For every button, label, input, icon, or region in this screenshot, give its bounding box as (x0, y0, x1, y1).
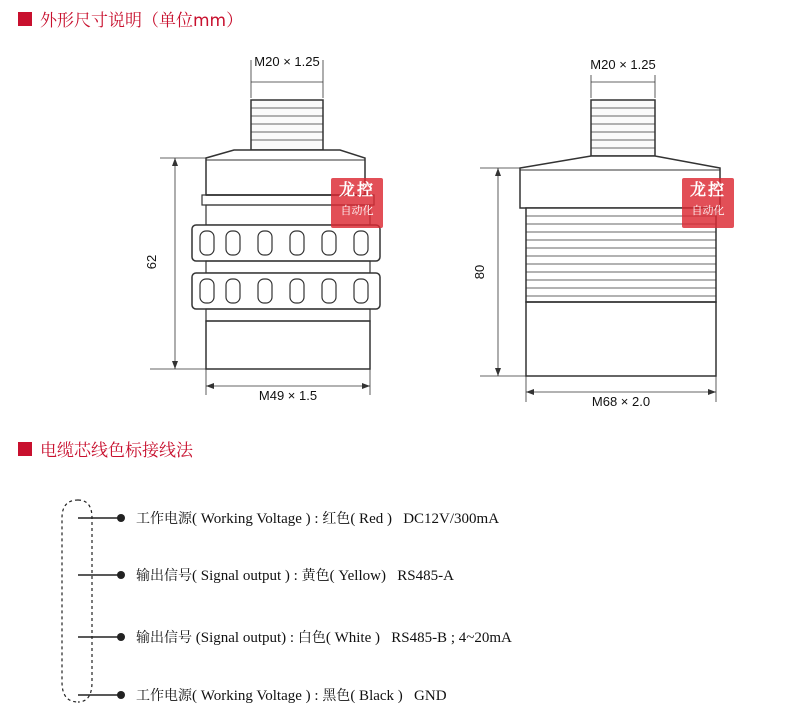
right-height-label: 80 (472, 264, 487, 280)
wire-terminal-dot (117, 514, 125, 522)
wire-color-en: ( Black ) (350, 688, 403, 704)
wire-function: 工作电源 (136, 688, 192, 704)
wire-signal: RS485-A (397, 568, 454, 584)
right-sensor-drawing (480, 75, 720, 402)
wire-color-en: ( Yellow) (329, 568, 386, 584)
brand-watermark: 龙控 自动化 (682, 178, 734, 228)
wire-function-en: (Signal output) : (192, 630, 298, 646)
wire-color: 黑色 (322, 688, 351, 704)
left-height-label: 62 (144, 254, 159, 270)
right-top-thread-label: M20 × 1.25 (590, 57, 656, 72)
wire-color: 红色 (322, 511, 351, 527)
wire-function: 输出信号 (136, 568, 192, 584)
wire-signal: RS485-B ; 4~20mA (391, 630, 512, 646)
section-marker-icon (18, 442, 32, 456)
wire-color: 黄色 (301, 568, 330, 584)
brand-watermark: 龙控 自动化 (331, 178, 383, 228)
wire-color: 白色 (297, 630, 326, 646)
wire-color-en: ( Red ) (350, 511, 392, 527)
wire-terminal-dot (117, 633, 125, 641)
wiring-section-header (18, 436, 193, 461)
left-bottom-thread-label: M49 × 1.5 (258, 388, 318, 403)
left-top-thread-label: M20 × 1.25 (254, 54, 320, 69)
wire-function-en: ( Working Voltage ) : (192, 688, 323, 704)
wire-terminal-dot (117, 691, 125, 699)
wire-function-en: ( Working Voltage ) : (192, 511, 323, 527)
wire-terminal-dot (117, 571, 125, 579)
wire-function: 输出信号 (136, 630, 192, 646)
wire-function: 工作电源 (136, 511, 192, 527)
wiring-title: 电缆芯线色标接线法 (40, 441, 193, 461)
wire-signal: DC12V/300mA (403, 511, 500, 527)
dimensions-title: 外形尺寸说明（单位mm） (40, 11, 244, 31)
wire-color-en: ( White ) (325, 630, 380, 646)
wire-signal: GND (414, 688, 447, 704)
right-bottom-thread-label: M68 × 2.0 (591, 394, 651, 409)
wire-function-en: ( Signal output ) : (192, 568, 302, 584)
